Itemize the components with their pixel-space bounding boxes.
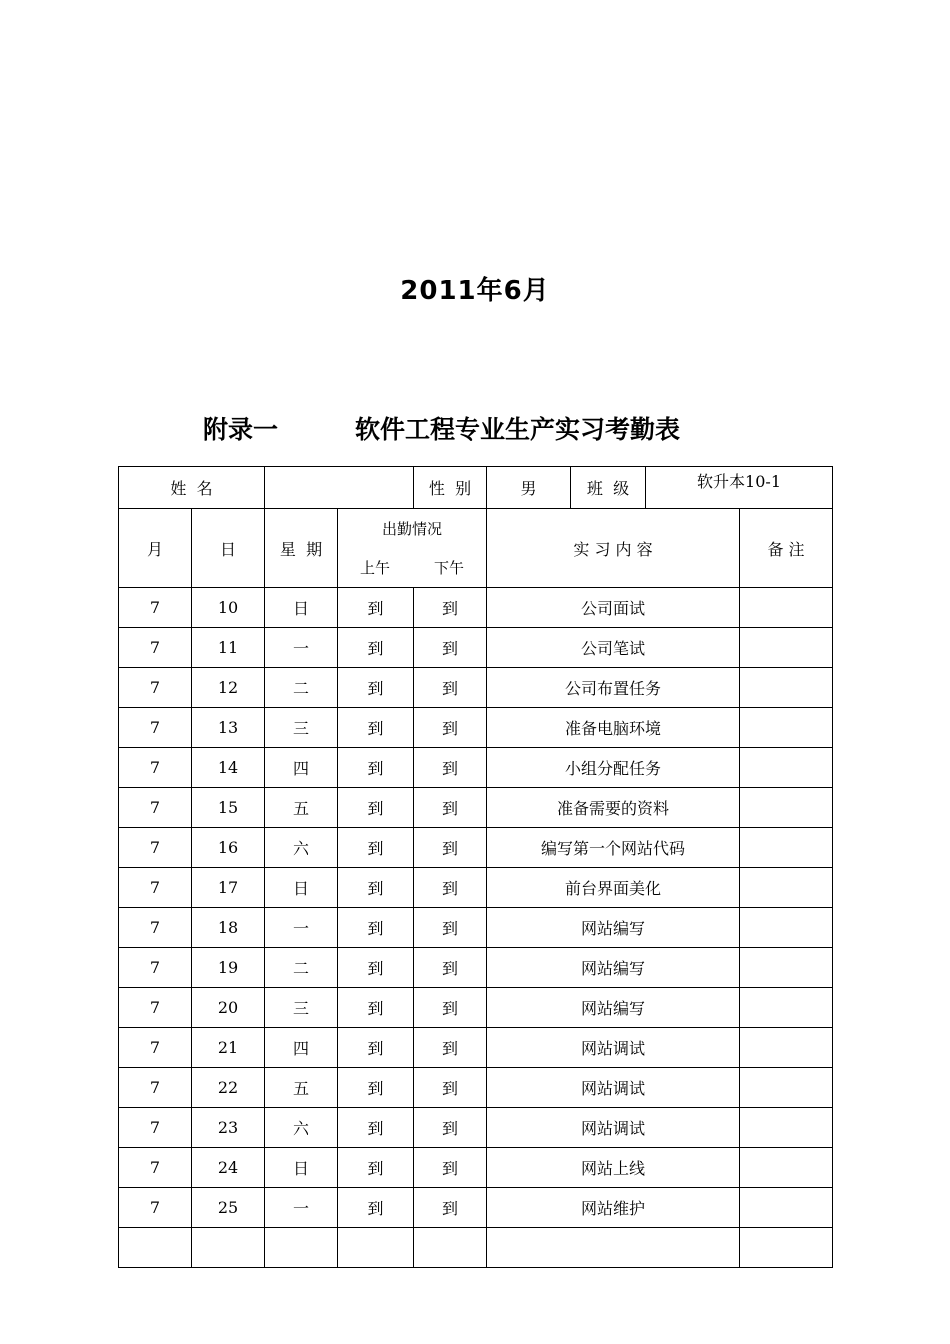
row-content: 准备需要的资料 <box>487 788 740 828</box>
column-header-row <box>119 509 833 588</box>
morning-header: 上午 <box>359 559 390 577</box>
row-content: 前台界面美化 <box>487 868 740 908</box>
row-month: 7 <box>119 1188 192 1228</box>
row-day: 17 <box>192 868 265 908</box>
table-row <box>119 868 833 908</box>
row-morning: 到 <box>338 868 414 908</box>
attendance-header-label: 出勤情况 <box>381 520 442 538</box>
row-weekday: 六 <box>265 828 338 868</box>
row-afternoon: 到 <box>414 628 487 668</box>
row-afternoon: 到 <box>414 1148 487 1188</box>
row-afternoon: 到 <box>414 748 487 788</box>
row-weekday: 二 <box>265 668 338 708</box>
row-morning: 到 <box>338 628 414 668</box>
table-row <box>119 1028 833 1068</box>
row-weekday: 五 <box>265 1068 338 1108</box>
info-row <box>119 467 833 509</box>
row-content: 网站编写 <box>487 908 740 948</box>
row-afternoon: 到 <box>414 868 487 908</box>
row-remark <box>740 1068 833 1108</box>
row-month: 7 <box>119 748 192 788</box>
row-content: 网站调试 <box>487 1068 740 1108</box>
row-day: 11 <box>192 628 265 668</box>
table-row <box>119 948 833 988</box>
name-value <box>265 467 414 509</box>
table-row <box>119 908 833 948</box>
row-day: 13 <box>192 708 265 748</box>
row-content: 网站编写 <box>487 948 740 988</box>
row-morning: 到 <box>338 1068 414 1108</box>
table-row <box>119 1148 833 1188</box>
row-remark <box>740 588 833 628</box>
row-remark <box>740 668 833 708</box>
row-weekday: 四 <box>265 1028 338 1068</box>
row-afternoon: 到 <box>414 1068 487 1108</box>
row-weekday: 二 <box>265 948 338 988</box>
row-weekday: 三 <box>265 988 338 1028</box>
table-row <box>119 1228 833 1268</box>
row-morning <box>338 1228 414 1268</box>
content-header: 实 习 内 容 <box>487 509 740 588</box>
table-row <box>119 988 833 1028</box>
row-day: 12 <box>192 668 265 708</box>
row-remark <box>740 788 833 828</box>
afternoon-header: 下午 <box>433 559 464 577</box>
remarks-header: 备 注 <box>740 509 833 588</box>
page-title: 软件工程专业生产实习考勤表 <box>355 415 681 444</box>
document-date: 2011年6月 <box>400 276 550 306</box>
row-morning: 到 <box>338 828 414 868</box>
row-content: 网站维护 <box>487 1188 740 1228</box>
row-day: 18 <box>192 908 265 948</box>
row-weekday: 日 <box>265 588 338 628</box>
row-content: 公司布置任务 <box>487 668 740 708</box>
row-month: 7 <box>119 628 192 668</box>
row-month: 7 <box>119 708 192 748</box>
row-afternoon: 到 <box>414 588 487 628</box>
row-month: 7 <box>119 988 192 1028</box>
table-row <box>119 828 833 868</box>
row-month: 7 <box>119 1148 192 1188</box>
table-row <box>119 788 833 828</box>
appendix-label: 附录一 <box>203 415 279 444</box>
row-day: 22 <box>192 1068 265 1108</box>
table-row <box>119 748 833 788</box>
row-content: 准备电脑环境 <box>487 708 740 748</box>
row-afternoon: 到 <box>414 1028 487 1068</box>
row-afternoon: 到 <box>414 908 487 948</box>
row-weekday: 一 <box>265 628 338 668</box>
table-row <box>119 1068 833 1108</box>
row-afternoon: 到 <box>414 828 487 868</box>
row-afternoon <box>414 1228 487 1268</box>
row-morning: 到 <box>338 748 414 788</box>
row-remark <box>740 828 833 868</box>
row-content: 网站编写 <box>487 988 740 1028</box>
row-afternoon: 到 <box>414 708 487 748</box>
row-day <box>192 1228 265 1268</box>
row-month: 7 <box>119 668 192 708</box>
row-content: 网站调试 <box>487 1108 740 1148</box>
row-content: 网站调试 <box>487 1028 740 1068</box>
row-weekday: 一 <box>265 908 338 948</box>
row-morning: 到 <box>338 708 414 748</box>
attendance-header <box>338 509 487 588</box>
row-month: 7 <box>119 908 192 948</box>
row-remark <box>740 1108 833 1148</box>
row-day: 25 <box>192 1188 265 1228</box>
row-weekday: 五 <box>265 788 338 828</box>
row-remark <box>740 948 833 988</box>
row-morning: 到 <box>338 988 414 1028</box>
table-row <box>119 708 833 748</box>
row-afternoon: 到 <box>414 1108 487 1148</box>
table-row <box>119 1188 833 1228</box>
attendance-table <box>118 466 833 1268</box>
row-remark <box>740 1148 833 1188</box>
row-month: 7 <box>119 788 192 828</box>
row-afternoon: 到 <box>414 1188 487 1228</box>
class-value: 软升本10-1 <box>646 467 833 509</box>
row-afternoon: 到 <box>414 788 487 828</box>
row-day: 10 <box>192 588 265 628</box>
row-afternoon: 到 <box>414 668 487 708</box>
row-weekday: 日 <box>265 868 338 908</box>
row-weekday: 日 <box>265 1148 338 1188</box>
row-remark <box>740 708 833 748</box>
day-header: 日 <box>192 509 265 588</box>
row-weekday: 六 <box>265 1108 338 1148</box>
gender-label: 性 别 <box>414 467 487 509</box>
row-content: 编写第一个网站代码 <box>487 828 740 868</box>
row-morning: 到 <box>338 1108 414 1148</box>
row-remark <box>740 868 833 908</box>
table-row <box>119 1108 833 1148</box>
class-label: 班 级 <box>571 467 646 509</box>
row-remark <box>740 1028 833 1068</box>
row-day: 15 <box>192 788 265 828</box>
row-weekday: 一 <box>265 1188 338 1228</box>
row-morning: 到 <box>338 1028 414 1068</box>
row-day: 23 <box>192 1108 265 1148</box>
row-month: 7 <box>119 588 192 628</box>
page-heading <box>203 410 680 446</box>
row-month: 7 <box>119 1068 192 1108</box>
row-morning: 到 <box>338 948 414 988</box>
row-day: 16 <box>192 828 265 868</box>
row-morning: 到 <box>338 908 414 948</box>
name-label: 姓 名 <box>119 467 265 509</box>
table-row <box>119 588 833 628</box>
row-content: 网站上线 <box>487 1148 740 1188</box>
row-day: 14 <box>192 748 265 788</box>
row-content: 公司面试 <box>487 588 740 628</box>
row-remark <box>740 988 833 1028</box>
row-day: 20 <box>192 988 265 1028</box>
row-day: 19 <box>192 948 265 988</box>
row-weekday: 四 <box>265 748 338 788</box>
row-month <box>119 1228 192 1268</box>
row-day: 24 <box>192 1148 265 1188</box>
row-morning: 到 <box>338 588 414 628</box>
row-afternoon: 到 <box>414 988 487 1028</box>
row-morning: 到 <box>338 1148 414 1188</box>
row-afternoon: 到 <box>414 948 487 988</box>
row-remark <box>740 748 833 788</box>
row-month: 7 <box>119 1108 192 1148</box>
row-morning: 到 <box>338 788 414 828</box>
row-day: 21 <box>192 1028 265 1068</box>
row-morning: 到 <box>338 1188 414 1228</box>
row-weekday <box>265 1228 338 1268</box>
row-morning: 到 <box>338 668 414 708</box>
row-weekday: 三 <box>265 708 338 748</box>
row-month: 7 <box>119 828 192 868</box>
table-row <box>119 668 833 708</box>
weekday-header: 星 期 <box>265 509 338 588</box>
row-content: 公司笔试 <box>487 628 740 668</box>
row-remark <box>740 908 833 948</box>
row-month: 7 <box>119 868 192 908</box>
gender-value: 男 <box>487 467 571 509</box>
table-row <box>119 628 833 668</box>
row-remark <box>740 1228 833 1268</box>
row-remark <box>740 1188 833 1228</box>
month-header: 月 <box>119 509 192 588</box>
row-month: 7 <box>119 948 192 988</box>
row-remark <box>740 628 833 668</box>
row-content <box>487 1228 740 1268</box>
row-content: 小组分配任务 <box>487 748 740 788</box>
row-month: 7 <box>119 1028 192 1068</box>
